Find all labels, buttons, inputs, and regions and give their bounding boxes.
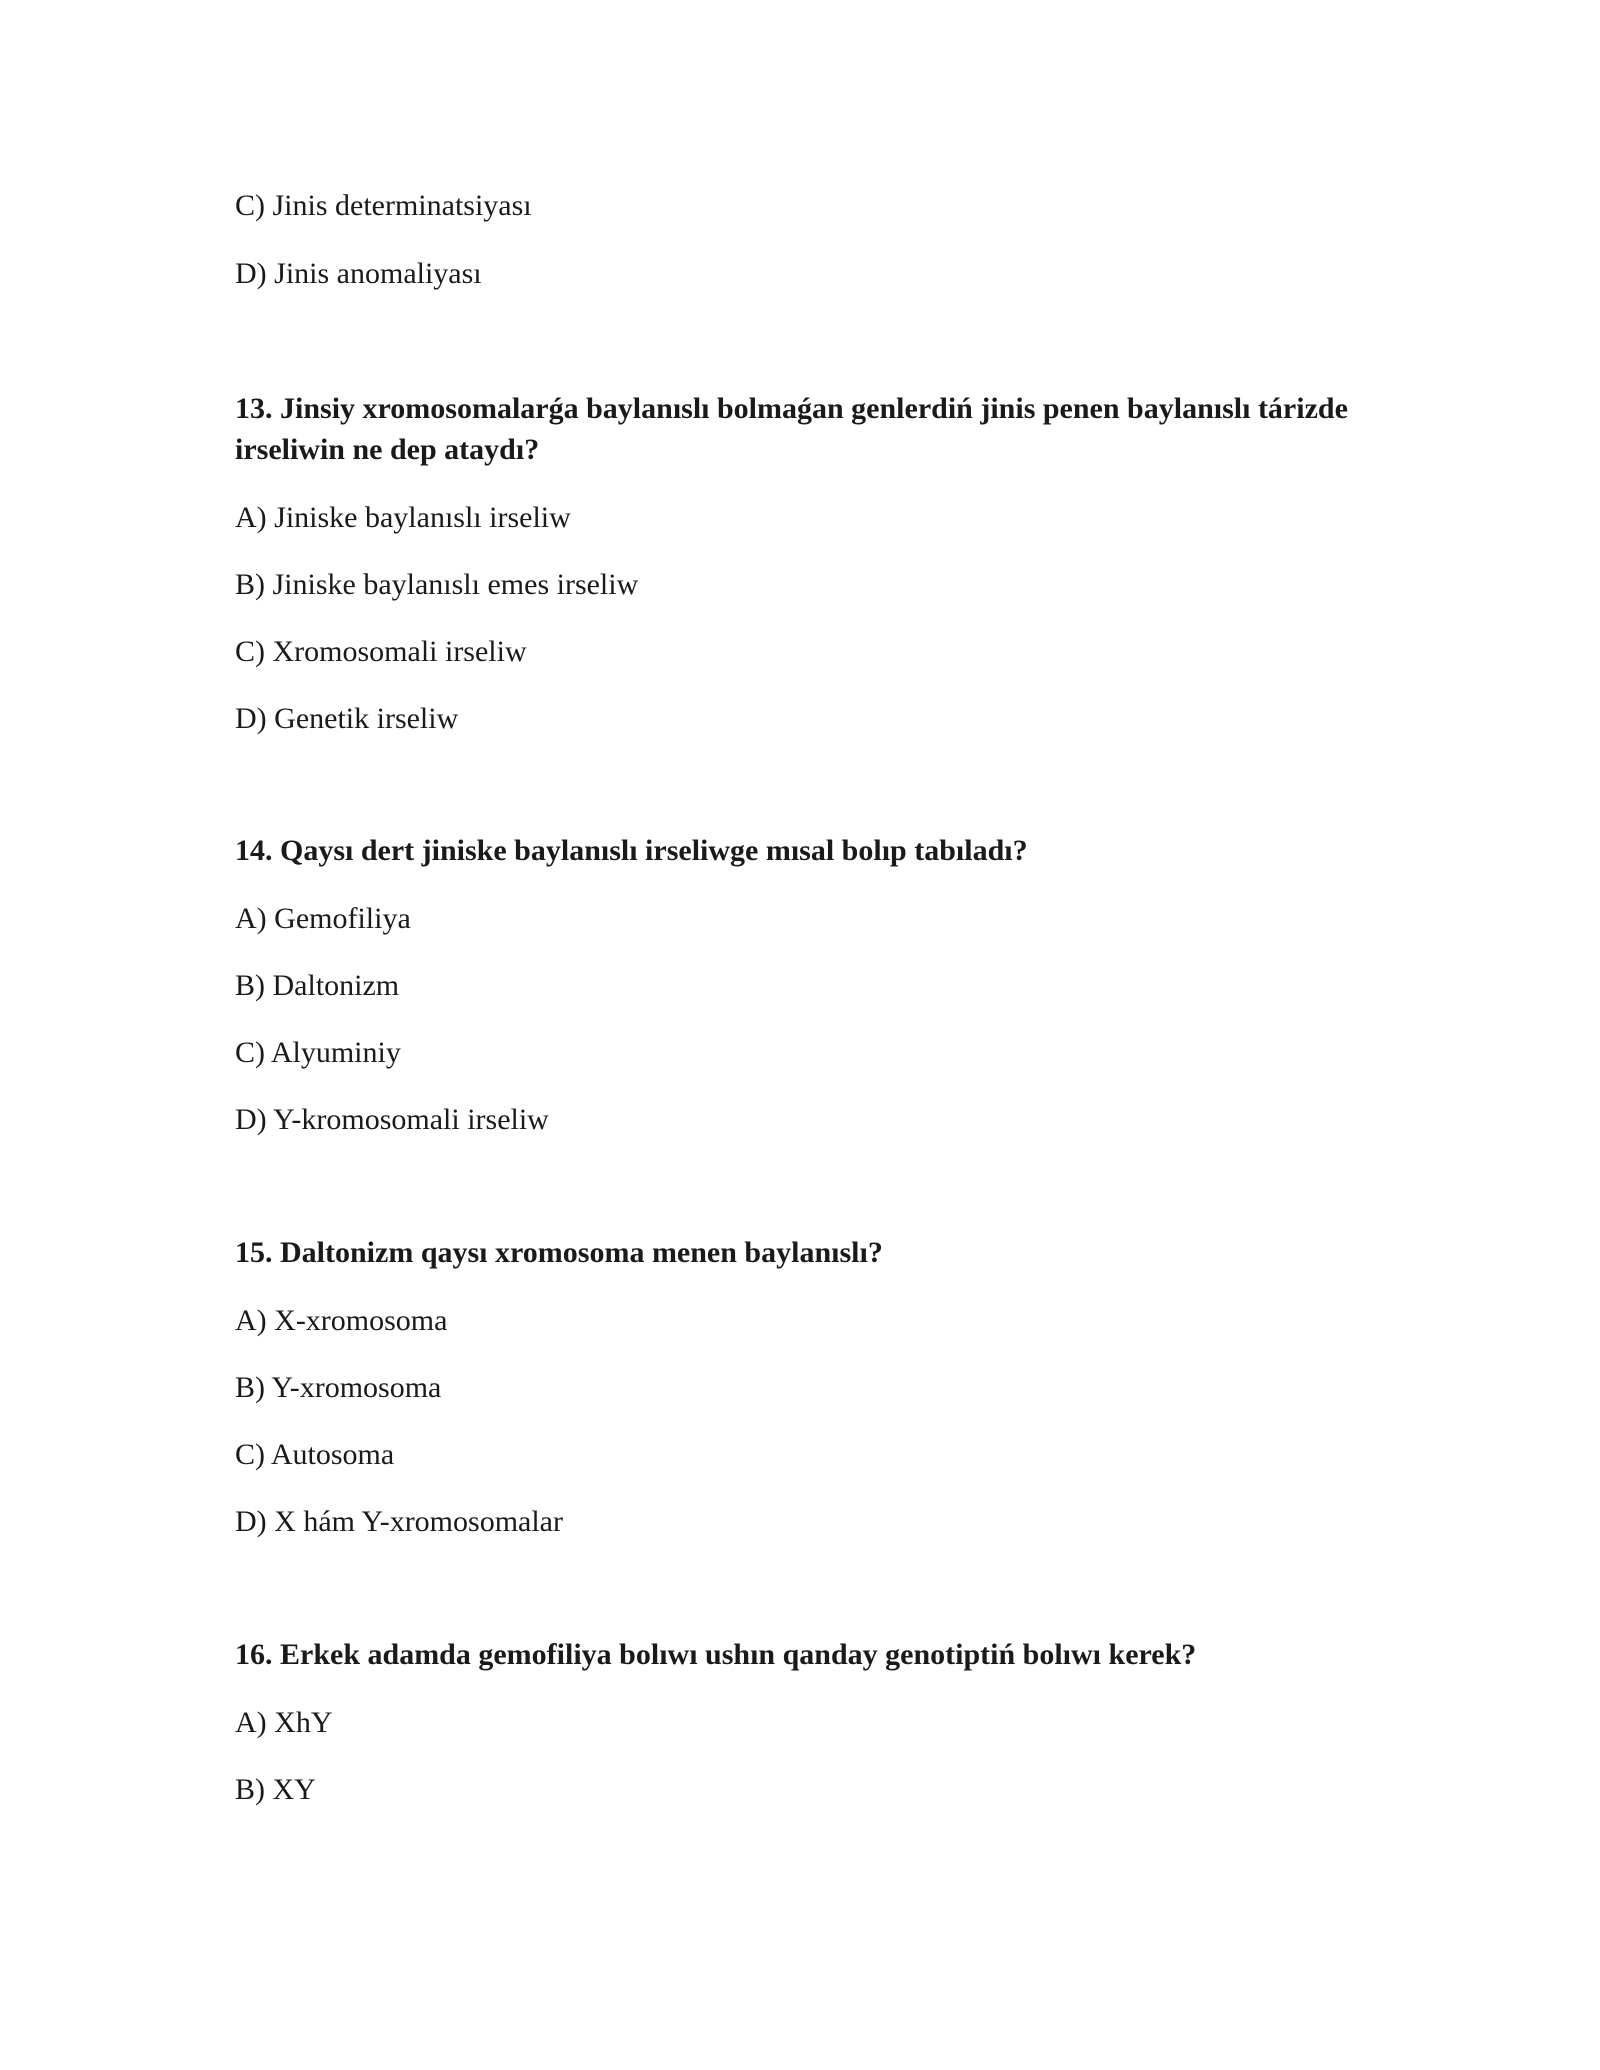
question-15-text: 15. Daltonizm qaysı xromosoma menen baylanıslı?: [235, 1236, 883, 1269]
option-d-q12: D) Jinis anomaliyası: [235, 257, 482, 290]
option-a-q14: A) Gemofiliya: [235, 902, 411, 935]
option-a-q13: A) Jiniske baylanıslı irseliw: [235, 501, 571, 534]
option-b-q14: B) Daltonizm: [235, 969, 400, 1002]
option-c-q13: C) Xromosomali irseliw: [235, 635, 527, 668]
option-a-q15: A) X-xromosoma: [235, 1304, 448, 1337]
option-b-q13: B) Jiniske baylanıslı emes irseliw: [235, 568, 639, 601]
option-c-q12: C) Jinis determinatsiyası: [235, 189, 532, 222]
option-d-q14: D) Y-kromosomali irseliw: [235, 1103, 549, 1136]
question-14-text: 14. Qaysı dert jiniske baylanıslı irseliwge mısal bolıp tabıladı?: [235, 834, 1028, 867]
option-b-q16: B) XY: [235, 1773, 316, 1806]
option-d-q15: D) X hám Y-xromosomalar: [235, 1505, 563, 1538]
option-a-q16: A) XhY: [235, 1706, 333, 1739]
option-b-q15: B) Y-xromosoma: [235, 1371, 442, 1404]
question-16-text: 16. Erkek adamda gemofiliya bolıwı ushın qanday genotiptiń bolıwı kerek?: [235, 1638, 1197, 1671]
question-13-text: 13. Jinsiy xromosomalarǵa baylanıslı bolmaǵan genlerdiń jinis penen baylanıslı tárizde irseliwin ne dep ataydı?: [235, 392, 1348, 466]
option-d-q13: D) Genetik irseliw: [235, 702, 459, 735]
option-c-q15: C) Autosoma: [235, 1438, 395, 1471]
option-c-q14: C) Alyuminiy: [235, 1036, 401, 1069]
